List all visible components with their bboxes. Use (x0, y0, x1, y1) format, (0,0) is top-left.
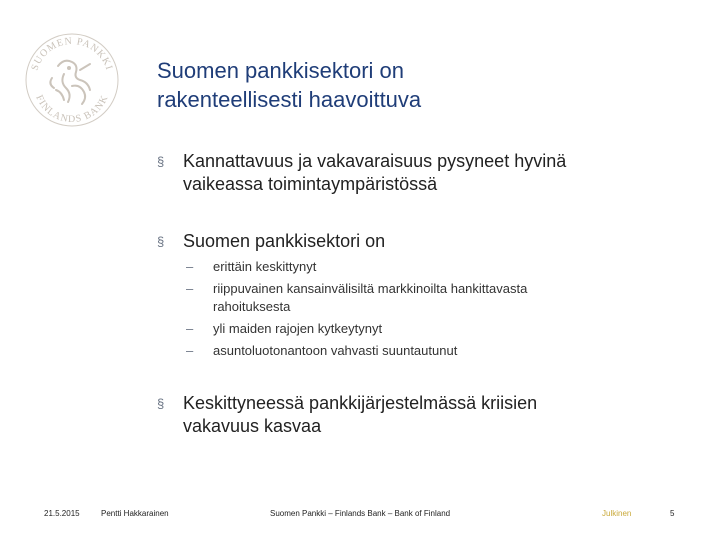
sub-bullet-item (186, 280, 596, 316)
lion-emblem-icon (50, 61, 90, 104)
bank-seal-logo (22, 30, 122, 130)
title-line-2: rakenteellisesti haavoittuva (157, 87, 422, 112)
sub-bullet-text: yli maiden rajojen kytkeytynyt (213, 321, 383, 336)
dash-marker: – (186, 281, 194, 296)
sub-bullet-item (186, 342, 596, 360)
bullet-text: Keskittyneessä pankkijärjestelmässä kriisien vakavuus kasvaa (183, 393, 538, 436)
footer-author: Pentti Hakkarainen (101, 509, 169, 518)
footer-classification: Julkinen (602, 509, 632, 518)
svg-text:FINLANDS BANK: FINLANDS BANK (33, 93, 111, 126)
bullet-marker: § (157, 396, 165, 411)
bullet-item (157, 150, 677, 196)
sub-bullet-text: riippuvainen kansainvälisiltä markkinoilta hankittavasta rahoituksesta (213, 281, 528, 314)
bullet-marker: § (157, 234, 165, 249)
footer-date: 21.5.2015 (44, 509, 80, 518)
bullet-text: Suomen pankkisektori on (183, 231, 386, 251)
sub-bullet-item (186, 258, 596, 276)
sub-bullet-text: asuntoluotonantoon vahvasti suuntautunut (213, 343, 458, 358)
title-line-1: Suomen pankkisektori on (157, 58, 405, 83)
slide-title (157, 56, 697, 114)
dash-marker: – (186, 259, 194, 274)
footer-organization: Suomen Pankki – Finlands Bank – Bank of Finland (270, 509, 451, 518)
sub-bullet-text: erittäin keskittynyt (213, 259, 317, 274)
sub-bullet-list (186, 258, 596, 364)
sub-bullet-item (186, 320, 596, 338)
dash-marker: – (186, 321, 194, 336)
bullet-text: Kannattavuus ja vakavaraisuus pysyneet hyvinä vaikeassa toimintaympäristössä (183, 151, 567, 194)
dash-marker: – (186, 343, 194, 358)
bullet-marker: § (157, 154, 165, 169)
bullet-item (157, 230, 677, 253)
footer-page-number: 5 (670, 509, 675, 518)
svg-text:SUOMEN PANKKI: SUOMEN PANKKI (29, 35, 115, 72)
bullet-item (157, 392, 677, 438)
